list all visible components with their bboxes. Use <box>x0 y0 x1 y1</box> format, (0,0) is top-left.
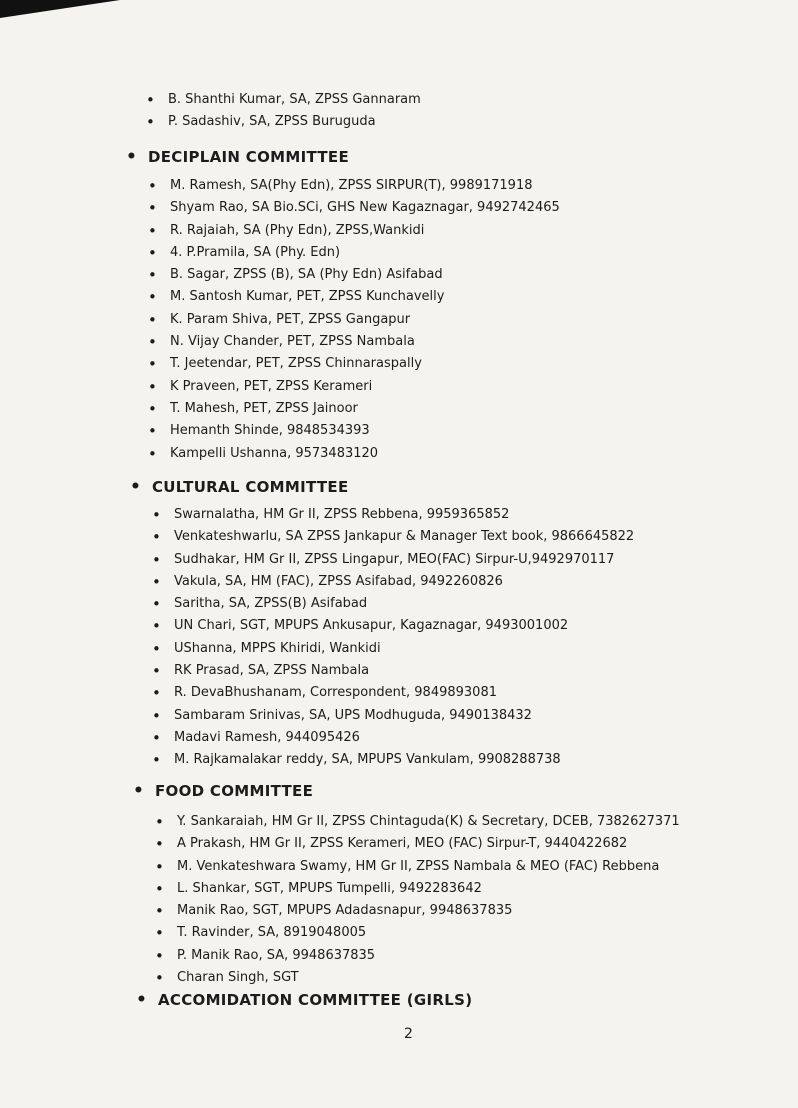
list-item: • T. Mahesh, PET, ZPSS Jainoor <box>146 398 560 420</box>
deciplain-member-list <box>146 175 560 465</box>
page-number: 2 <box>404 1026 413 1042</box>
list-item: • Sudhakar, HM Gr II, ZPSS Lingapur, MEO(FAC) Sirpur-U,9492970117 <box>150 549 634 571</box>
list-item: • UShanna, MPPS Khiridi, Wankidi <box>150 638 634 660</box>
list-item: • M. Rajkamalakar reddy, SA, MPUPS Vankulam, 9908288738 <box>150 749 634 771</box>
list-item: • L. Shankar, SGT, MPUPS Tumpelli, 9492283642 <box>153 878 680 900</box>
list-item: • B. Sagar, ZPSS (B), SA (Phy Edn) Asifabad <box>146 264 560 286</box>
list-item: • Swarnalatha, HM Gr II, ZPSS Rebbena, 9959365852 <box>150 504 634 526</box>
scan-corner-shadow <box>0 0 120 18</box>
list-item: • RK Prasad, SA, ZPSS Nambala <box>150 660 634 682</box>
section-title: FOOD COMMITTEE <box>155 782 314 800</box>
section-heading-cultural: • CULTURAL COMMITTEE <box>130 477 349 497</box>
continued-member-list <box>144 89 421 134</box>
list-item: • 4. P.Pramila, SA (Phy. Edn) <box>146 242 560 264</box>
list-item: • R. Rajaiah, SA (Phy Edn), ZPSS,Wankidi <box>146 220 560 242</box>
list-item: • K. Param Shiva, PET, ZPSS Gangapur <box>146 309 560 331</box>
section-heading-food: • FOOD COMMITTEE <box>133 781 314 801</box>
list-item: • B. Shanthi Kumar, SA, ZPSS Gannaram <box>144 89 421 111</box>
list-item: • Venkateshwarlu, SA ZPSS Jankapur & Manager Text book, 9866645822 <box>150 526 634 548</box>
list-item: • Charan Singh, SGT <box>153 967 680 989</box>
list-item: • UN Chari, SGT, MPUPS Ankusapur, Kagaznagar, 9493001002 <box>150 615 634 637</box>
list-item: • Kampelli Ushanna, 9573483120 <box>146 443 560 465</box>
list-item: • Madavi Ramesh, 944095426 <box>150 727 634 749</box>
section-heading-accomidation-girls: • ACCOMIDATION COMMITTEE (GIRLS) <box>136 990 473 1010</box>
list-item: • R. DevaBhushanam, Correspondent, 9849893081 <box>150 682 634 704</box>
list-item: • Saritha, SA, ZPSS(B) Asifabad <box>150 593 634 615</box>
section-title: CULTURAL COMMITTEE <box>152 478 349 496</box>
cultural-member-list <box>150 504 634 772</box>
section-title: DECIPLAIN COMMITTEE <box>148 148 350 166</box>
section-title: ACCOMIDATION COMMITTEE (GIRLS) <box>158 991 473 1009</box>
list-item: • Hemanth Shinde, 9848534393 <box>146 420 560 442</box>
list-item: • M. Santosh Kumar, PET, ZPSS Kunchavelly <box>146 286 560 308</box>
list-item: • Sambaram Srinivas, SA, UPS Modhuguda, 9490138432 <box>150 705 634 727</box>
list-item: • T. Ravinder, SA, 8919048005 <box>153 922 680 944</box>
list-item: • N. Vijay Chander, PET, ZPSS Nambala <box>146 331 560 353</box>
list-item: • M. Ramesh, SA(Phy Edn), ZPSS SIRPUR(T), 9989171918 <box>146 175 560 197</box>
list-item: • Shyam Rao, SA Bio.SCi, GHS New Kagaznagar, 9492742465 <box>146 197 560 219</box>
list-item: • P. Sadashiv, SA, ZPSS Buruguda <box>144 111 421 133</box>
list-item: • P. Manik Rao, SA, 9948637835 <box>153 945 680 967</box>
list-item: • Y. Sankaraiah, HM Gr II, ZPSS Chintaguda(K) & Secretary, DCEB, 7382627371 <box>153 811 680 833</box>
list-item: • T. Jeetendar, PET, ZPSS Chinnaraspally <box>146 353 560 375</box>
list-item: • Manik Rao, SGT, MPUPS Adadasnapur, 9948637835 <box>153 900 680 922</box>
list-item: • A Prakash, HM Gr II, ZPSS Kerameri, MEO (FAC) Sirpur-T, 9440422682 <box>153 833 680 855</box>
list-item: • Vakula, SA, HM (FAC), ZPSS Asifabad, 9492260826 <box>150 571 634 593</box>
list-item: • K Praveen, PET, ZPSS Kerameri <box>146 376 560 398</box>
list-item: • M. Venkateshwara Swamy, HM Gr II, ZPSS Nambala & MEO (FAC) Rebbena <box>153 856 680 878</box>
section-heading-deciplain: • DECIPLAIN COMMITTEE <box>126 147 350 167</box>
food-member-list <box>153 811 680 989</box>
